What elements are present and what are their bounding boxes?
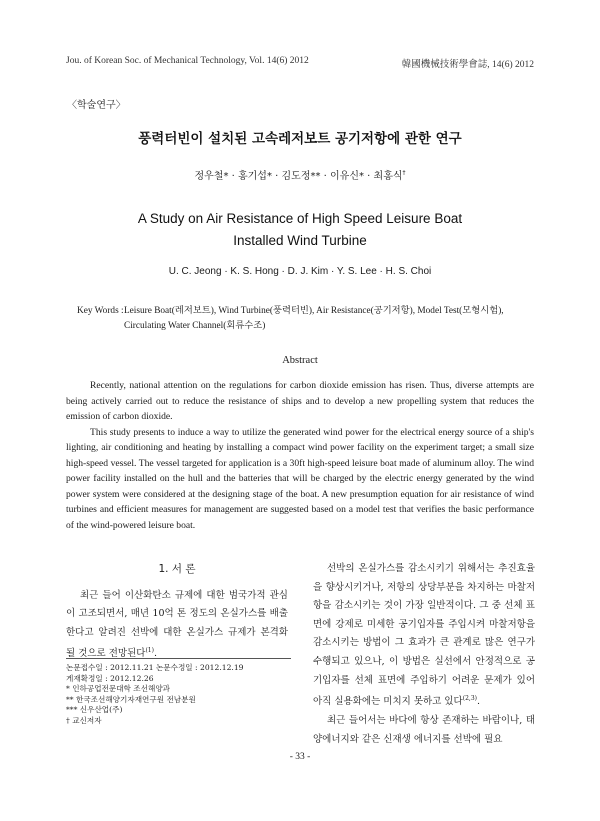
english-title-line2: Installed Wind Turbine xyxy=(233,233,367,248)
abstract-title: Abstract xyxy=(282,355,318,366)
korean-title: 풍력터빈이 설치된 고속레저보트 공기저항에 관한 연구 xyxy=(138,131,462,147)
citation: (1) xyxy=(145,647,154,655)
footnote-line: † 교신저자 xyxy=(66,715,102,725)
keywords xyxy=(77,304,547,334)
journal-header-left: Jou. of Korean Soc. of Mechanical Technology, Vol. 14(6) 2012 xyxy=(66,56,309,66)
section-heading: 1. 서 론 xyxy=(158,563,196,575)
citation: (2,3) xyxy=(462,695,477,703)
english-title-line1: A Study on Air Resistance of High Speed Leisure Boat xyxy=(137,211,463,226)
footnote-line: * 인하공업전문대학 조선해양과 xyxy=(66,684,170,693)
english-title xyxy=(0,208,600,252)
korean-author-names: 정우철* · 홍기섭* · 김도정** · 이유신* · 최홍식 xyxy=(194,171,403,182)
abstract-body xyxy=(66,378,534,533)
abstract-paragraph: Recently, national attention on the regulations for carbon dioxide emission has risen. Thus, diverse attempts are being actively carried out to reduce the resistance of ships and to develop a new propelling system that reduces the emission of carbon dioxide. xyxy=(66,380,534,422)
paragraph-text: 선박의 온실가스를 감소시키기 위해서는 추진효율을 향상시키거나, 저항의 상당부분을 차지하는 마찰저항을 감소시키는 것이 가장 일반적이다. 그 중 선체 표면에 강제로 미세한 공기입자를 주입시켜 마찰저항을 감소시키는 방법이 그 효과가 큰 관계로 많은 연구가 수행되고 있으나, 이 방법은 실선에서 안정적으로 공기입자를 선체 표면에 주입하기 어려운 문제가 있어 아직 실용화에는 미치지 못하고 있다 xyxy=(313,563,535,708)
corresponding-mark: † xyxy=(402,169,406,177)
left-column xyxy=(66,560,288,664)
footnote-line: 논문접수일 : 2012.11.21 논문수정일 : 2012.12.19 xyxy=(66,663,244,672)
keywords-label: Key Words : xyxy=(77,306,124,316)
footnote-line: *** 신우산업(주) xyxy=(66,705,123,714)
body-paragraph xyxy=(66,587,288,665)
right-column xyxy=(313,560,535,749)
abstract-paragraph: This study presents to induce a way to utilize the generated wind power for the electrical energy source of a ship's lighting, air conditioning and heating by installing a compact wind power facility on the experiment target; a small size high-speed vessel. The vessel targeted for application is a 30ft high-speed leisure boat made of aluminum alloy. The wind power facility installed on the hull and the batteries that will be charged by the electric energy generated by the wind power system were considered at the designing stage of the boat. A new presumption equation for air resistance of wind turbines and efficient measures for management are suggested based on a model test that verifies the basic performance of the wind-powered leisure boat. xyxy=(66,426,534,531)
body-paragraph: 최근 들어서는 바다에 항상 존재하는 바람이나, 태양에너지와 같은 신재생 에너지를 선박에 필요 xyxy=(313,714,535,745)
paragraph-end: . xyxy=(476,696,481,708)
footnote-line: 게재확정일 : 2012.12.26 xyxy=(66,673,154,683)
english-authors: U. C. Jeong · K. S. Hong · D. J. Kim · Y. S. Lee · H. S. Choi xyxy=(168,266,432,277)
paragraph-end: . xyxy=(153,648,157,660)
korean-authors xyxy=(0,167,600,182)
body-paragraph xyxy=(313,560,535,712)
page-number: - 33 - xyxy=(289,752,311,762)
footnotes xyxy=(66,658,291,726)
journal-header-right: 韓國機械技術學會誌, 14(6) 2012 xyxy=(401,60,534,70)
footnote-line: ** 한국조선해양기자재연구원 전남분원 xyxy=(66,694,196,704)
section-tag: 〈학술연구〉 xyxy=(67,100,126,111)
paragraph-text: 최근 들어 이산화탄소 규제에 대한 범국가적 관심이 고조되면서, 매년 10억 톤 정도의 온실가스를 배출한다고 알려진 선박에 대한 온실가스 규제가 본격화 될 것으로 전망된다 xyxy=(66,589,288,660)
keywords-text: Leisure Boat(레저보트), Wind Turbine(풍력터빈), Air Resistance(공기저항), Model Test(모형시험), Circulating Water Channel(회류수조) xyxy=(124,306,504,331)
